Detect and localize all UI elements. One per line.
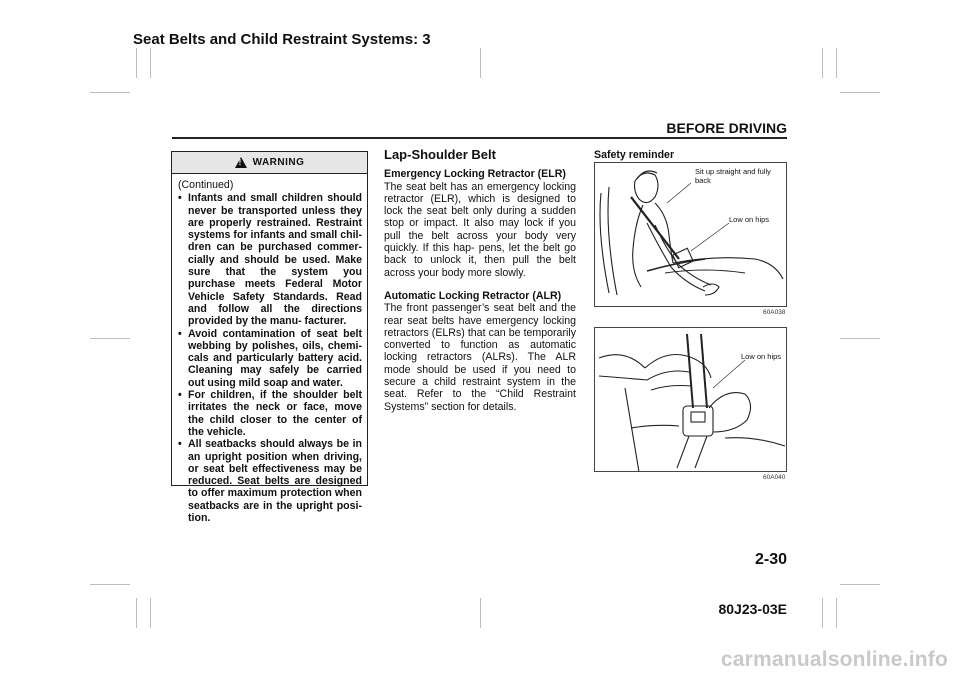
section-title: BEFORE DRIVING <box>666 120 787 136</box>
crop-mark <box>150 598 151 628</box>
label-low-on-hips: Low on hips <box>729 215 770 224</box>
lap-shoulder-section <box>384 149 576 424</box>
buckle-closeup-illustration <box>595 328 787 472</box>
crop-mark <box>840 92 880 93</box>
warning-list <box>178 192 362 524</box>
crop-mark <box>836 48 837 78</box>
label-low-on-hips: Low on hips <box>741 352 782 361</box>
warning-item: • All seatbacks should always be in an upright position when driving, or seat belt effectiveness may be reduced. Seat belts are designed to offer maximum protection when seatbacks are in the upright posi- tion. <box>178 438 362 524</box>
watermark: carmanualsonline.info <box>720 648 948 671</box>
label-sit-up: Sit up straight and fully back <box>695 167 771 185</box>
warning-heading: WARNING <box>252 157 305 168</box>
crop-mark <box>480 48 481 78</box>
chapter-title: Seat Belts and Child Restraint Systems: 3 <box>133 31 431 48</box>
crop-mark <box>836 598 837 628</box>
warning-body <box>172 174 367 524</box>
crop-mark <box>90 338 130 339</box>
crop-mark <box>150 48 151 78</box>
warning-box <box>171 151 368 525</box>
crop-mark <box>822 48 823 78</box>
warning-item: • Infants and small children should never be transported unless they are properly restrained. Restraint systems for infants and small chil- dren can be purchased commer- cially and should be used. Make sure that the system you purchase meets Federal Motor Vehicle Safety Standards. Read and follow all the directions provided by the manu- facturer. <box>178 192 362 327</box>
crop-mark <box>136 48 137 78</box>
figure-buckle-closeup <box>594 327 787 472</box>
crop-mark <box>90 584 130 585</box>
figure-code: 60A040 <box>763 474 786 481</box>
elr-title: Emergency Locking Retractor (ELR) <box>384 168 566 181</box>
crop-mark <box>840 584 880 585</box>
section-heading: Lap-Shoulder Belt <box>384 147 496 162</box>
warning-icon <box>235 157 247 168</box>
figure-seated-occupant <box>594 162 787 307</box>
elr-text: The seat belt has an emergency locking retractor (ELR), which is designed to lock the seat belt only during a sudden stop or impact. It also may lock if you pull the belt across your body very quickly. If this hap- pens, let the belt go back to unlock it, then pull the belt across your body more slowly. <box>384 180 576 279</box>
warning-item: • Avoid contamination of seat belt webbing by polishes, oils, chemi- cals and particularly battery acid. Cleaning may safely be carried out using mild soap and water. <box>178 328 362 389</box>
crop-mark <box>840 338 880 339</box>
page-number: 2-30 <box>754 551 787 568</box>
warning-item: • For children, if the shoulder belt irritates the neck or face, move the child closer to the center of the vehicle. <box>178 389 362 438</box>
figure-code: 60A038 <box>763 309 786 316</box>
warning-header <box>172 152 367 174</box>
document-code: 80J23-03E <box>718 601 787 617</box>
safety-reminder-heading: Safety reminder <box>594 149 675 161</box>
crop-mark <box>90 92 130 93</box>
header-rule <box>172 137 787 139</box>
alr-text: The front passenger’s seat belt and the rear seat belts have emergency locking retractors (ELRs) that can be temporarily converted to function as automatic locking retractors (ALRs). The ALR mode should be used if you need to secure a child restraint system in the seat. Refer to the “Child Restraint Systems” section for details. <box>384 302 576 413</box>
alr-title: Automatic Locking Retractor (ALR) <box>384 289 562 302</box>
crop-mark <box>480 598 481 628</box>
crop-mark <box>822 598 823 628</box>
crop-mark <box>136 598 137 628</box>
warning-continued: (Continued) <box>178 179 234 191</box>
